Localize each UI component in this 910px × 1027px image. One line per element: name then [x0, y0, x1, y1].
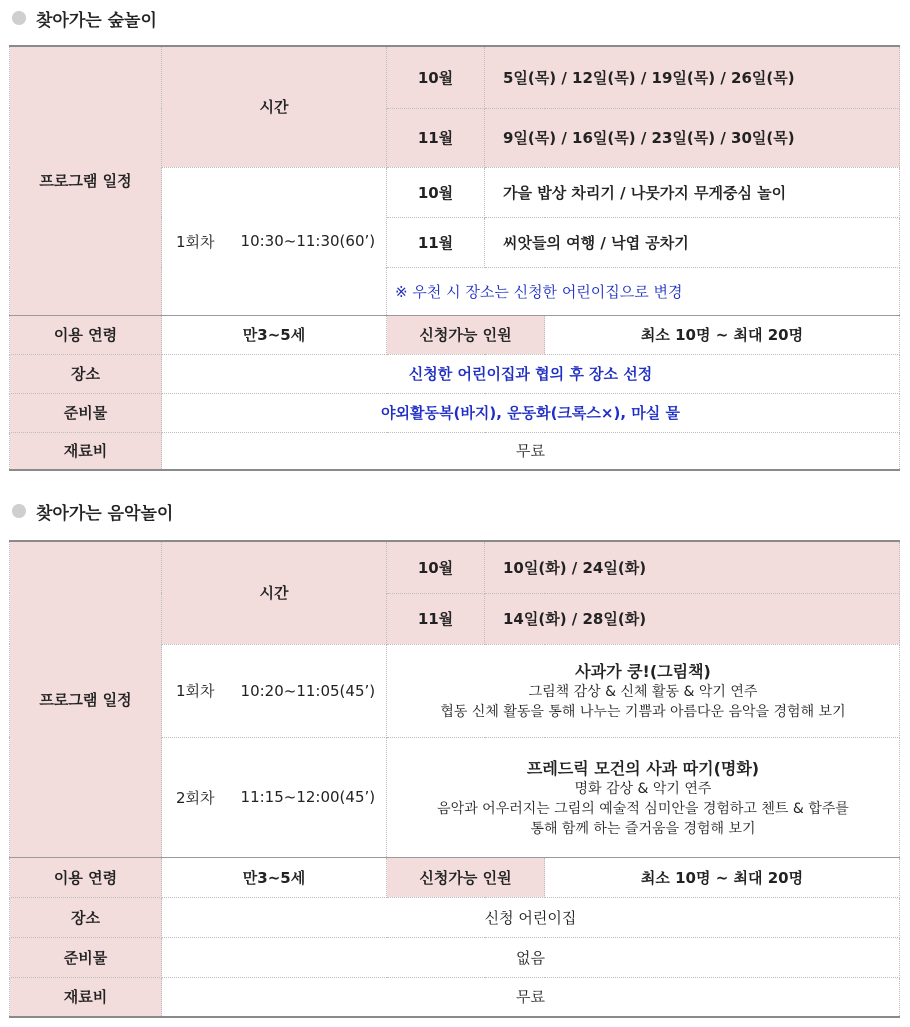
- fee-value: 무료: [162, 432, 900, 470]
- program-line: 통해 함께 하는 즐거움을 경험해 보기: [530, 820, 756, 837]
- program-line: 협동 신체 활동을 통해 나누는 기쁨과 아름다운 음악을 경험해 보기: [440, 704, 846, 720]
- table-row: [10, 937, 900, 977]
- fee-label: 재료비: [10, 432, 162, 470]
- time-label: 시간: [162, 46, 387, 167]
- month-cell: 11월: [387, 593, 485, 644]
- prep-value: 야외활동복(바지), 운동화(크록스×), 마실 물: [162, 393, 900, 432]
- dates-cell: 14일(화) / 28일(화): [485, 593, 900, 644]
- prep-label: 준비물: [10, 937, 162, 977]
- month-cell: 10월: [387, 46, 485, 108]
- program-desc: [387, 737, 900, 857]
- section-title: 찾아가는 음악놀이: [36, 503, 174, 524]
- rain-note: ※ 우천 시 장소는 신청한 어린이집으로 변경: [387, 267, 900, 315]
- dates-cell: 10일(화) / 24일(화): [485, 541, 900, 593]
- session-cell: [162, 167, 387, 315]
- program-line: 음악과 어우러지는 그림의 예술적 심미안을 경험하고 첸트 & 합주를: [437, 800, 849, 817]
- age-label: 이용 연령: [10, 315, 162, 354]
- session-cell: [162, 644, 387, 737]
- bullet-icon: [12, 11, 26, 25]
- section-heading-forest: [8, 3, 157, 33]
- session-name: 2회차: [176, 788, 215, 807]
- program-line: 명화 감상 & 악기 연주: [574, 780, 712, 797]
- prep-label: 준비물: [10, 393, 162, 432]
- capacity-value: 최소 10명 ~ 최대 20명: [545, 315, 900, 354]
- capacity-label: 신청가능 인원: [387, 315, 545, 354]
- age-value: 만3~5세: [162, 857, 387, 897]
- section-heading-music: [8, 496, 173, 526]
- dates-cell: 5일(목) / 12일(목) / 19일(목) / 26일(목): [485, 46, 900, 108]
- month-cell: 10월: [387, 541, 485, 593]
- place-label: 장소: [10, 354, 162, 393]
- activity-cell: 가을 밥상 차리기 / 나뭇가지 무게중심 놀이: [485, 167, 900, 217]
- session-info: [168, 787, 380, 808]
- program-title: 프레드릭 모건의 사과 따기(명화): [526, 758, 760, 778]
- program-title: 사과가 쿵!(그림책): [575, 662, 711, 681]
- table-row: [10, 393, 900, 432]
- fee-label: 재료비: [10, 977, 162, 1017]
- place-value: 신청한 어린이집과 협의 후 장소 선정: [162, 354, 900, 393]
- month-cell: 11월: [387, 217, 485, 267]
- session-info: [168, 231, 380, 252]
- session-name: 1회차: [176, 232, 215, 251]
- prep-value: 없음: [162, 937, 900, 977]
- table-row: [10, 354, 900, 393]
- session-info: [168, 680, 380, 701]
- forest-program-table: [9, 45, 900, 471]
- session-time: 10:20~11:05(45’): [240, 681, 376, 700]
- fee-value: 무료: [162, 977, 900, 1017]
- month-cell: 10월: [387, 167, 485, 217]
- section-title: 찾아가는 숲놀이: [36, 10, 157, 31]
- place-label: 장소: [10, 897, 162, 937]
- age-value: 만3~5세: [162, 315, 387, 354]
- session-time: 10:30~11:30(60’): [240, 232, 376, 250]
- program-label: 프로그램 일정: [10, 541, 162, 857]
- music-program-table: [9, 540, 900, 1018]
- table-row: [10, 541, 900, 593]
- time-label: 시간: [162, 541, 387, 644]
- table-row: [10, 432, 900, 470]
- bullet-icon: [12, 504, 26, 518]
- program-desc: [387, 644, 900, 737]
- age-label: 이용 연령: [10, 857, 162, 897]
- session-name: 1회차: [176, 682, 215, 700]
- table-row: [10, 857, 900, 897]
- place-value: 신청 어린이집: [162, 897, 900, 937]
- month-cell: 11월: [387, 108, 485, 167]
- activity-cell: 씨앗들의 여행 / 낙엽 공차기: [485, 217, 900, 267]
- capacity-label: 신청가능 인원: [387, 857, 545, 897]
- dates-cell: 9일(목) / 16일(목) / 23일(목) / 30일(목): [485, 108, 900, 167]
- session-cell: [162, 737, 387, 857]
- table-row: [10, 46, 900, 108]
- program-line: 그림책 감상 & 신체 활동 & 악기 연주: [528, 684, 758, 700]
- program-label: 프로그램 일정: [10, 46, 162, 315]
- table-row: [10, 315, 900, 354]
- capacity-value: 최소 10명 ~ 최대 20명: [545, 857, 900, 897]
- session-time: 11:15~12:00(45’): [240, 788, 376, 806]
- table-row: [10, 977, 900, 1017]
- table-row: [10, 897, 900, 937]
